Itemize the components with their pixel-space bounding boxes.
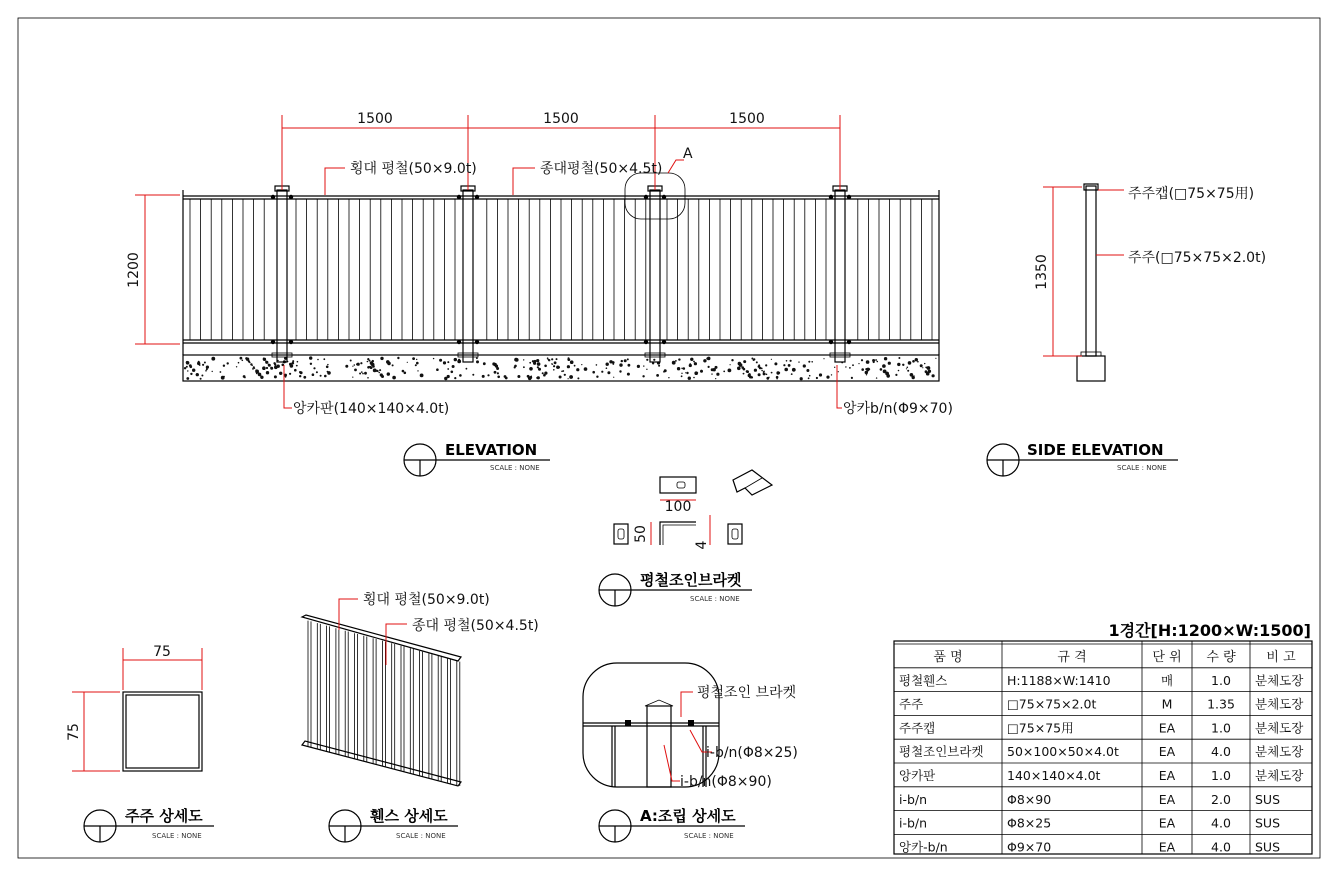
- width-dim-3: 1500: [729, 111, 765, 127]
- bracket-dim-thickness: 4: [694, 540, 710, 550]
- table-cell: H:1188×W:1410: [1007, 672, 1111, 688]
- svg-text:SCALE : NONE: SCALE : NONE: [396, 832, 446, 840]
- table-cell: EA: [1158, 744, 1176, 760]
- table-cell: EA: [1158, 839, 1176, 855]
- post: [277, 190, 287, 362]
- bolt: [847, 195, 851, 199]
- bolt: [289, 340, 293, 344]
- table-cell: 평철조인브라켓: [899, 744, 984, 760]
- side-elevation-title: [987, 441, 1178, 476]
- assembly-bracket-label: 평철조인 브라켓: [697, 685, 797, 701]
- fence-picket-label: 종대 평철(50×4.5t): [412, 618, 539, 634]
- table-cell: 분체도장: [1255, 744, 1304, 760]
- svg-text:SCALE : NONE: SCALE : NONE: [684, 832, 734, 840]
- table-cell: 앙카-b/n: [899, 839, 948, 855]
- bolt: [644, 195, 648, 199]
- svg-text:A:조립 상세도: A:조립 상세도: [640, 807, 736, 825]
- assembly-frame: [583, 663, 719, 787]
- bolt: [457, 195, 461, 199]
- svg-text:휀스 상세도: 휀스 상세도: [370, 807, 448, 825]
- assembly-detail-title: [599, 807, 745, 842]
- post-dim-h: 75: [66, 723, 82, 741]
- pickets: [190, 199, 932, 340]
- table-cell: SUS: [1255, 815, 1281, 831]
- svg-text:SCALE : NONE: SCALE : NONE: [690, 595, 740, 603]
- table-cell: Φ8×25: [1007, 815, 1052, 831]
- table-cell: i-b/n: [899, 791, 928, 807]
- post: [463, 190, 473, 362]
- table-cell: 1.35: [1207, 696, 1235, 712]
- post-dim-w: 75: [153, 644, 171, 660]
- table-cell: SUS: [1255, 791, 1281, 807]
- table-cell: 분체도장: [1255, 768, 1304, 783]
- anchor-plate-label: 앙카판(140×140×4.0t): [293, 401, 450, 417]
- post-detail: [66, 644, 214, 842]
- table-title: 1경간[H:1200×W:1500]: [1108, 621, 1311, 640]
- svg-text:SIDE ELEVATION: SIDE ELEVATION: [1027, 441, 1164, 459]
- bolt: [829, 195, 833, 199]
- fence-detail-title: [329, 807, 458, 842]
- bolt: [457, 340, 461, 344]
- elevation-title: [404, 441, 550, 476]
- width-dimensions: [282, 111, 840, 190]
- table-cell: 분체도장: [1255, 672, 1304, 688]
- height-dim: 1200: [126, 252, 142, 288]
- table-cell: EA: [1158, 791, 1176, 807]
- table-cell: 4.0: [1211, 839, 1231, 855]
- bolt: [847, 340, 851, 344]
- table-cell: 1.0: [1211, 672, 1231, 688]
- table-header-cell: 비 고: [1266, 650, 1296, 665]
- bracket-section: [660, 522, 696, 545]
- assembly-bolt2-label: i-b/n(Φ8×90): [680, 774, 772, 790]
- table-cell: 평철휀스: [899, 672, 948, 688]
- concrete-texture: [184, 356, 937, 380]
- table-cell: 140×140×4.0t: [1007, 768, 1101, 783]
- table-cell: EA: [1158, 720, 1176, 736]
- post: [650, 190, 660, 362]
- table-cell: Φ8×90: [1007, 791, 1052, 807]
- table-cell: 주주캡: [899, 720, 936, 736]
- table-cell: 4.0: [1211, 815, 1231, 831]
- bracket-title: [599, 571, 752, 606]
- post: [835, 190, 845, 362]
- table-cell: EA: [1158, 768, 1176, 783]
- table-cell: Φ9×70: [1007, 839, 1052, 855]
- anchor-bolt-label: 앙카b/n(Φ9×70): [843, 401, 953, 417]
- table-cell: 매: [1160, 672, 1174, 688]
- bolt: [289, 195, 293, 199]
- height-dimension: [126, 195, 180, 344]
- bolt: [475, 340, 479, 344]
- table-cell: 4.0: [1211, 744, 1231, 760]
- sheet-border: [18, 18, 1320, 858]
- side-footing: [1077, 356, 1105, 381]
- bolt: [829, 340, 833, 344]
- table-header-cell: 수 량: [1206, 650, 1236, 665]
- bolt: [644, 340, 648, 344]
- svg-text:ELEVATION: ELEVATION: [445, 441, 538, 459]
- detail-a-label: A: [683, 146, 693, 162]
- table-cell: 2.0: [1211, 791, 1231, 807]
- bolt: [271, 340, 275, 344]
- table-cell: 앙카판: [899, 768, 936, 783]
- svg-text:SCALE : NONE: SCALE : NONE: [1117, 464, 1167, 472]
- table-cell: 1.0: [1211, 768, 1231, 783]
- post-section-inner: [126, 695, 199, 768]
- side-post: [1086, 186, 1096, 356]
- rail-label: 횡대 평철(50×9.0t): [350, 161, 477, 177]
- width-dim-2: 1500: [543, 111, 579, 127]
- svg-text:SCALE : NONE: SCALE : NONE: [490, 464, 540, 472]
- table-header-cell: 품 명: [933, 650, 963, 665]
- svg-text:평철조인브라켓: 평철조인브라켓: [640, 571, 742, 589]
- table-cell: 분체도장: [1255, 720, 1304, 736]
- table-header-cell: 단 위: [1152, 650, 1182, 665]
- picket-label: 종대평철(50×4.5t): [540, 161, 663, 177]
- table-header-cell: 규 격: [1057, 650, 1087, 665]
- table-cell: 50×100×50×4.0t: [1007, 744, 1119, 760]
- table-cell: M: [1161, 696, 1173, 712]
- elevation-view: [126, 111, 953, 476]
- bolt: [662, 195, 666, 199]
- side-height-dim: 1350: [1034, 254, 1050, 290]
- bracket-3d: [733, 470, 772, 495]
- table-cell: 주주: [899, 696, 924, 712]
- svg-text:주주 상세도: 주주 상세도: [125, 807, 203, 825]
- width-dim-1: 1500: [357, 111, 393, 127]
- bolt: [662, 340, 666, 344]
- svg-text:SCALE : NONE: SCALE : NONE: [152, 832, 202, 840]
- table-cell: □75×75用: [1007, 720, 1074, 736]
- cap-label: 주주캡(□75×75用): [1128, 186, 1255, 202]
- bom-table: [894, 621, 1312, 854]
- table-cell: EA: [1158, 815, 1176, 831]
- side-elevation-view: [987, 184, 1266, 476]
- bracket-dim-height: 50: [633, 525, 649, 543]
- post-section-outer: [123, 692, 202, 771]
- table-cell: □75×75×2.0t: [1007, 696, 1097, 712]
- fence-bottom-rail: [302, 741, 461, 786]
- table-cell: 1.0: [1211, 720, 1231, 736]
- bracket-detail: [599, 470, 772, 606]
- bracket-dim-width: 100: [664, 499, 692, 515]
- table-cell: SUS: [1255, 839, 1281, 855]
- fence-detail: [302, 591, 539, 842]
- assembly-detail: [583, 663, 798, 842]
- bolt: [271, 195, 275, 199]
- post-label: 주주(□75×75×2.0t): [1128, 250, 1267, 266]
- bolt: [475, 195, 479, 199]
- assembly-bolt1-label: i-b/n(Φ8×25): [706, 745, 798, 761]
- table-cell: i-b/n: [899, 815, 928, 831]
- fence-rail-label: 횡대 평철(50×9.0t): [363, 592, 490, 608]
- post-detail-title: [84, 807, 214, 842]
- assembly-post: [647, 706, 671, 787]
- table-cell: 분체도장: [1255, 696, 1304, 712]
